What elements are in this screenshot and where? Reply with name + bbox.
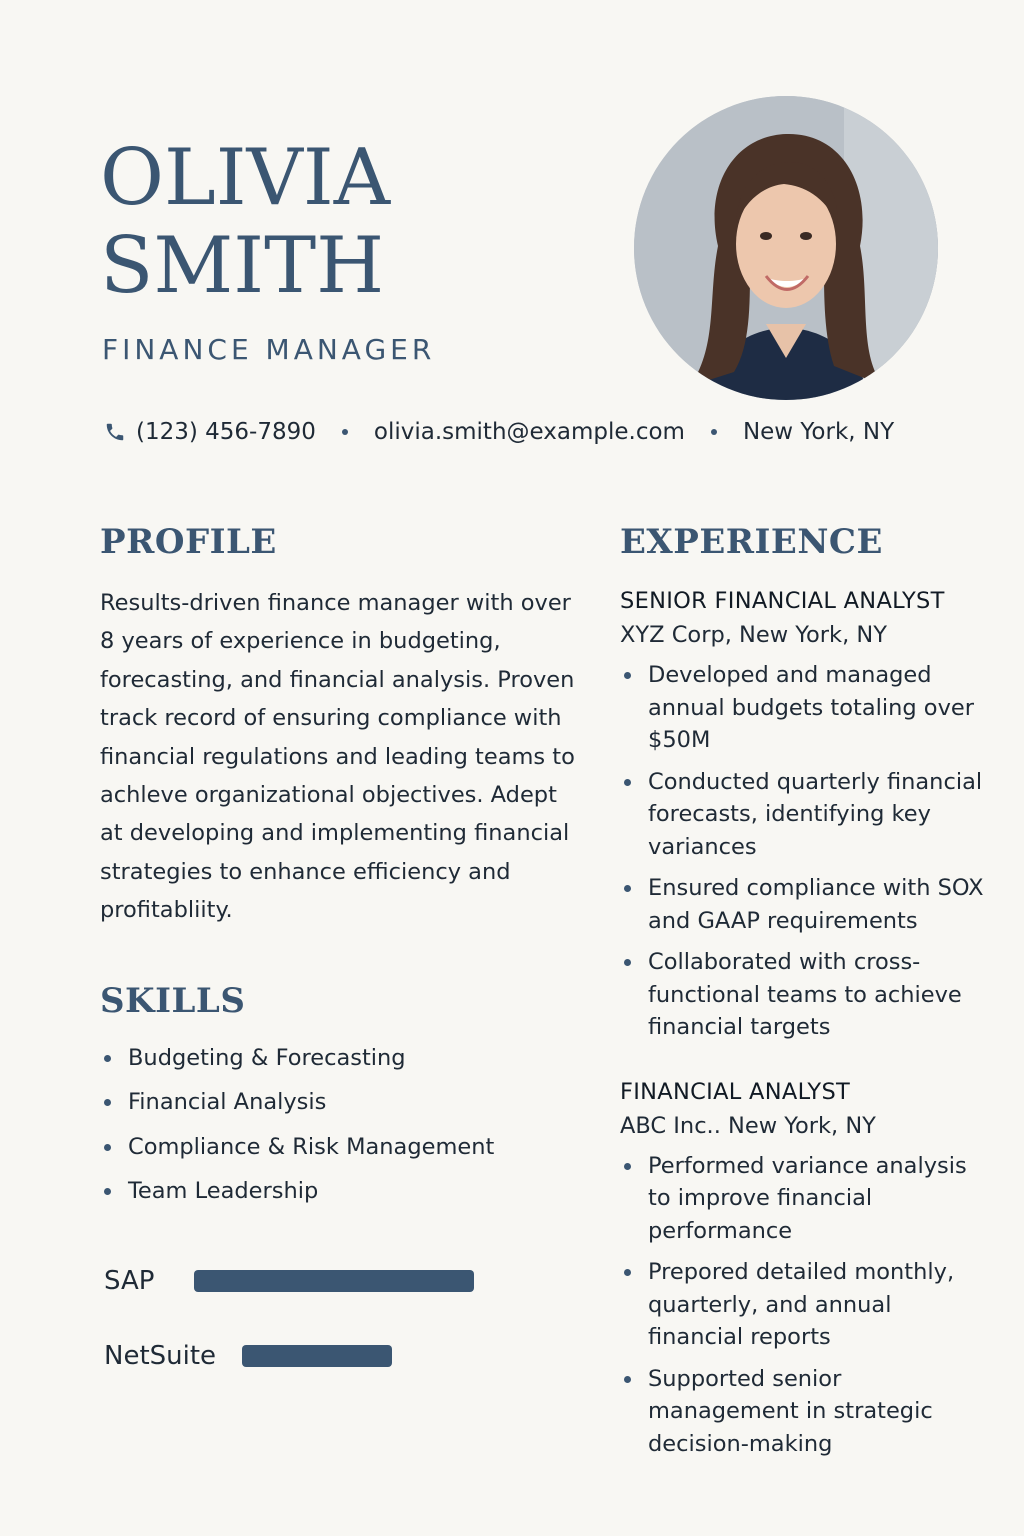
skill-label: Financial Analysis [128,1089,327,1116]
candidate-name [100,134,580,310]
job-bullet-text: Performed variance analysis to improve financial performance [648,1152,967,1244]
skill-label: Team Leadership [128,1177,319,1204]
last-name: SMITH [100,221,385,311]
job-bullet [620,1150,990,1248]
phone-icon [104,421,126,443]
job-role: FINANCIAL ANALYST [620,1078,851,1105]
job-bullet-text: Prepored detailed monthly, quarterly, and annual financial reports [648,1259,955,1350]
job-role: SENIOR FINANCIAL ANALYST [620,588,945,614]
bullet-dot [624,1163,631,1170]
skill-label: Budgeting & Forecasting [128,1045,406,1071]
experience-list [620,585,990,1492]
bullet-dot [624,885,631,892]
first-name: OLIVIA [100,133,391,223]
separator-dot [711,429,717,435]
job-title: FINANCE MANAGER [102,333,436,366]
job-bullet [620,946,990,1044]
bullet-dot [624,779,631,786]
email-address: olivia.smith@example.com [373,419,685,445]
job-bullet-text: Developed and managed annual budgets totaling over $50M [648,662,974,753]
job-bullet [620,766,990,864]
job-company: XYZ Corp, New York, NY [620,622,887,648]
job-bullet-text: Conducted quarterly financial forecasts, identifying key variances [648,768,983,860]
bullet-dot [104,1055,111,1062]
job-entry [620,1076,990,1461]
bullet-dot [624,1269,631,1276]
skill-item [100,1173,494,1217]
skills-heading: SKILLS [100,981,246,1021]
bullet-dot [104,1188,111,1195]
bullet-dot [624,672,631,679]
tool-netsuite [104,1341,392,1371]
profile-photo [634,96,938,400]
skill-item [100,1129,494,1173]
skill-label: Compliance & Risk Management [128,1133,495,1160]
bullet-dot [104,1099,111,1106]
contact-line [104,416,894,448]
skills-list [100,1040,494,1217]
job-bullet [620,872,990,937]
job-bullet-text: Supported senior management in strategic decision-making [648,1365,933,1457]
job-bullet-text: Ensured compliance with SOX and GAAP requirements [648,875,984,934]
tool-name: NetSuite [104,1341,217,1371]
tool-sap [104,1266,474,1296]
bullet-dot [104,1144,111,1151]
job-bullet [620,1363,990,1461]
bullet-dot [624,959,631,966]
tool-level-fill [194,1270,474,1292]
job-bullets [620,659,990,1044]
tool-level-bar [194,1270,474,1292]
tool-level-fill [242,1345,392,1367]
skill-item [100,1040,494,1084]
tool-name: SAP [104,1266,155,1296]
profile-heading: PROFILE [100,522,277,562]
experience-heading: EXPERIENCE [620,522,883,562]
phone-number: (123) 456-7890 [136,419,316,445]
bullet-dot [624,1376,631,1383]
location: New York, NY [742,419,895,445]
profile-photo-illustration [634,96,938,400]
job-bullet [620,659,990,757]
job-entry [620,585,990,1044]
job-company: ABC Inc.. New York, NY [620,1112,876,1139]
skill-item [100,1084,494,1128]
job-bullet-text: Collaborated with cross-functional teams to achieve financial targets [648,949,962,1040]
profile-summary: Results-driven finance manager with over 8 years of experience in budgeting, forecasting, and financial analysis. Proven track record of ensuring compliance with financial regulations and leading teams to achleve organizational objectives. Adept at developing and implementing financial strategies to enhance efficiency and profitabliity. [100,590,575,924]
separator-dot [342,429,348,435]
job-bullets [620,1150,990,1461]
tool-level-bar [242,1345,392,1367]
job-bullet [620,1256,990,1354]
